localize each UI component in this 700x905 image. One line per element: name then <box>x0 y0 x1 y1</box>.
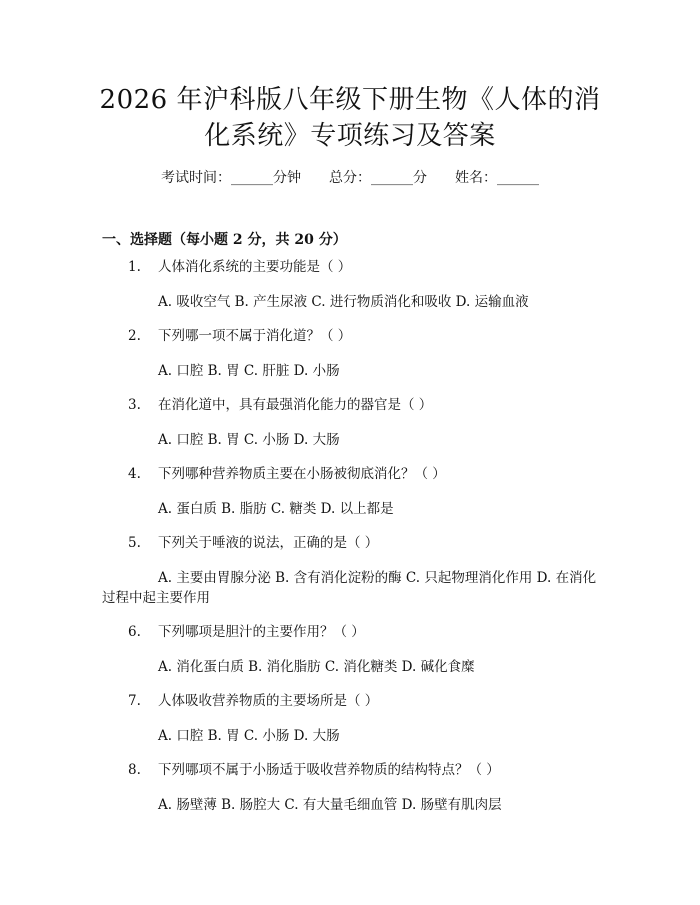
question-options: A. 吸收空气 B. 产生尿液 C. 进行物质消化和吸收 D. 运输血液 <box>158 294 529 310</box>
question-options: A. 蛋白质 B. 脂肪 C. 糖类 D. 以上都是 <box>158 501 394 517</box>
question-list <box>102 257 602 815</box>
question-number: 5. <box>128 535 141 551</box>
question-options: A. 肠壁薄 B. 肠腔大 C. 有大量毛细血管 D. 肠壁有肌肉层 <box>158 797 502 813</box>
question-options: A. 主要由胃腺分泌 B. 含有消化淀粉的酶 C. 只起物理消化作用 D. 在消化过程中起主要作用 <box>102 570 597 606</box>
question-number: 8. <box>128 762 141 778</box>
question-item <box>102 464 602 519</box>
question-number: 2. <box>128 328 141 344</box>
question-item <box>102 395 602 450</box>
exam-student-name: 姓名：______ <box>455 170 539 186</box>
question-item <box>102 622 602 677</box>
question-item <box>102 257 602 312</box>
question-number: 7. <box>128 693 141 709</box>
question-text: 人体消化系统的主要功能是（ ） <box>158 259 352 275</box>
question-item <box>102 326 602 381</box>
section-heading: 一、选择题（每小题 2 分，共 20 分） <box>102 232 347 248</box>
question-text: 人体吸收营养物质的主要场所是（ ） <box>158 693 379 709</box>
question-options: A. 口腔 B. 胃 C. 小肠 D. 大肠 <box>158 728 340 744</box>
question-item <box>102 533 602 608</box>
question-text: 在消化道中，具有最强消化能力的器官是（ ） <box>158 397 433 413</box>
question-number: 6. <box>128 624 141 640</box>
exam-time: 考试时间：______分钟 <box>161 170 301 186</box>
question-text: 下列哪一项不属于消化道？（ ） <box>158 328 352 344</box>
question-item <box>102 691 602 746</box>
question-item <box>102 760 602 815</box>
question-number: 4. <box>128 466 141 482</box>
question-text: 下列哪项不属于小肠适于吸收营养物质的结构特点？（ ） <box>158 762 500 778</box>
question-number: 1. <box>128 259 141 275</box>
document-title: 2026 年沪科版八年级下册生物《人体的消化系统》专项练习及答案 <box>99 85 601 151</box>
question-options: A. 消化蛋白质 B. 消化脂肪 C. 消化糖类 D. 碱化食糜 <box>158 659 475 675</box>
question-text: 下列关于唾液的说法，正确的是（ ） <box>158 535 379 551</box>
exam-info <box>0 168 700 188</box>
question-options: A. 口腔 B. 胃 C. 肝脏 D. 小肠 <box>158 363 340 379</box>
question-number: 3. <box>128 397 141 413</box>
question-text: 下列哪项是胆汁的主要作用？（ ） <box>158 624 365 640</box>
question-text: 下列哪种营养物质主要在小肠被彻底消化？（ ） <box>158 466 446 482</box>
question-options: A. 口腔 B. 胃 C. 小肠 D. 大肠 <box>158 432 340 448</box>
exam-total-score: 总分：______分 <box>329 170 427 186</box>
